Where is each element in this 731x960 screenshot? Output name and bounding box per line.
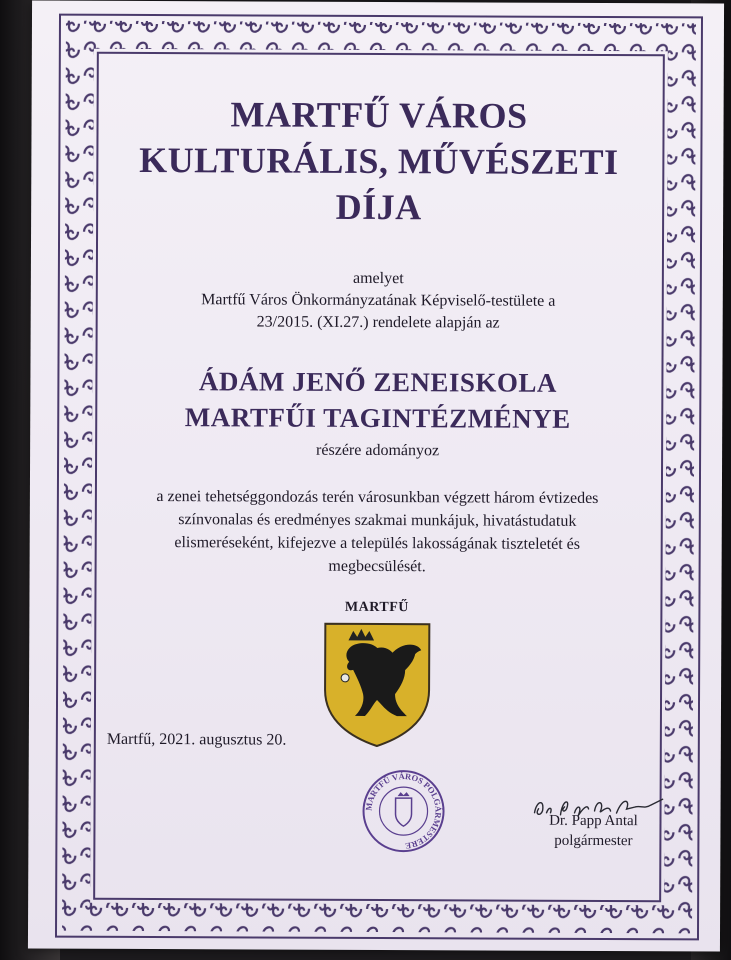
- stamp-text: MARTFŰ VÁROS POLGÁRMESTERE: [363, 771, 444, 852]
- certificate-paper: [28, 0, 724, 951]
- recipient-name: [100, 363, 655, 437]
- crest-label: MARTFŰ: [344, 599, 409, 616]
- recipient-line-2: MARTFŰI TAGINTÉZMÉNYE: [184, 402, 571, 434]
- recipient-line-1: ÁDÁM JENŐ ZENEISKOLA: [198, 366, 557, 398]
- place-and-date: Martfű, 2021. augusztus 20.: [106, 730, 287, 749]
- citation-line-3: elismeréseként, kifejezve a település lakosságának tiszteletét és: [174, 534, 581, 553]
- intro-text: [101, 267, 656, 335]
- title-line-2: KULTURÁLIS, MŰVÉSZETI DÍJA: [139, 139, 619, 228]
- title-line-1: MARTFŰ VÁROS: [230, 94, 528, 136]
- coat-of-arms-icon: [320, 620, 433, 750]
- intro-line-2: Martfű Város Önkormányzatának Képviselő-testülete a: [201, 291, 556, 310]
- citation-line-4: megbecsülését.: [328, 557, 426, 576]
- citation-text: [100, 485, 655, 579]
- citation-line-1: a zenei tehetséggondozás terén városunkban végzett három évtizedes: [156, 488, 599, 507]
- awarding-phrase: részére adományoz: [316, 441, 440, 460]
- citation-line-2: színvonalas és eredményes szakmai munkájuk, hivatástudatuk: [178, 511, 577, 530]
- intro-line-3: 23/2015. (XI.27.) rendelete alapján az: [256, 313, 500, 332]
- signer-title: polgármester: [554, 832, 633, 850]
- certificate-title: [101, 91, 657, 231]
- signer-block: [534, 811, 652, 852]
- intro-line-1: amelyet: [352, 269, 404, 288]
- certificate-content: [98, 51, 657, 893]
- official-stamp: [360, 768, 446, 854]
- signer-name: Dr. Papp Antal: [549, 812, 638, 830]
